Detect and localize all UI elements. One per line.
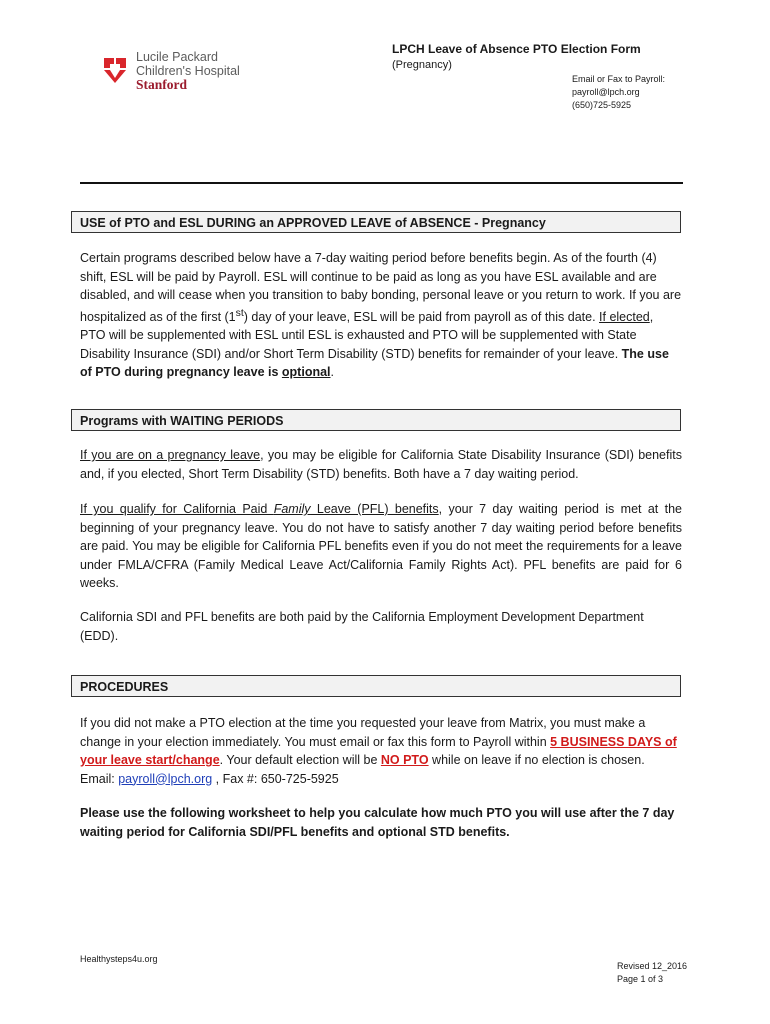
section-heading-waiting-periods: Programs with WAITING PERIODS	[71, 409, 681, 431]
optional-statement: The use of PTO during pregnancy leave is	[80, 346, 669, 380]
text-run: .	[330, 365, 334, 380]
text-run: . Your default election will be	[219, 753, 381, 767]
text-run: , PTO will be supplemented with ESL until ESL is exhausted and PTO will be supplemented with State Disability Insurance (SDI) and/or Short Term Disability (STD) benefits for remainder of your leave.	[80, 309, 654, 361]
text-run: while on leave if no election is chosen. Email:	[80, 753, 645, 786]
logo-line-1: Lucile Packard	[136, 50, 218, 64]
if-elected-text: If elected	[599, 309, 650, 324]
hospital-logo	[100, 50, 260, 100]
logo-line-2: Children's Hospital	[136, 64, 240, 78]
deadline-text: 5 BUSINESS DAYS of your leave start/change	[80, 734, 677, 767]
section-heading-pto-esl: USE of PTO and ESL DURING an APPROVED LEAVE of ABSENCE - Pregnancy	[71, 211, 681, 233]
text-run: ) day of your leave, ESL will be paid from payroll as of this date.	[243, 309, 596, 324]
superscript: st	[235, 307, 244, 319]
text-run: If you did not make a PTO election at the time you requested your leave from Matrix, you must make a change in your election immediately. You must email or fax this form to Payroll within	[80, 716, 646, 749]
optional-word: optional	[281, 365, 331, 380]
section-heading-procedures: PROCEDURES	[71, 675, 681, 697]
page-number: Page 1 of 3	[617, 974, 664, 984]
text-run: , your 7 day waiting period is met at the beginning of your pregnancy leave. You do not have to satisfy another 7 day waiting period before benefits are paid. You may be eligible for California PFL benefits even if you do not meet the requirements for a leave under FMLA/CFRA (Family Medical Leave Act/California Family Rights Act). PFL benefits are paid for 6 weeks.	[80, 502, 682, 590]
pfl-text: If you qualify for California Paid	[80, 502, 274, 516]
footer-website: Healthysteps4u.org	[80, 954, 158, 964]
text-run: , you may be eligible for California State Disability Insurance (SDI) benefits and, if you elected, Short Term Disability (STD) benefits. Both have a 7 day waiting period.	[80, 448, 682, 481]
hospital-logo-icon	[100, 54, 130, 84]
revised-date: Revised 12_2016	[617, 961, 688, 971]
contact-label: Email or Fax to Payroll:	[572, 74, 666, 84]
form-subtitle: (Pregnancy)	[392, 59, 452, 71]
text-run: Certain programs described below have a 7-day waiting period before benefits begin. As of the fourth (4) shift, ESL will be paid by Payroll. ESL will continue to be paid as long as you have ESL available and are disabled, and will cease when you transition to baby bonding, personal leave or you return to work. If you are hospitalized as of the first (1	[80, 251, 682, 324]
text-run: , Fax #: 650-725-5925	[212, 771, 339, 786]
procedures-paragraph	[80, 714, 682, 788]
family-word: Family	[273, 502, 311, 516]
payroll-contact	[572, 73, 665, 112]
footer-revision	[617, 960, 687, 986]
pregnancy-leave-text: If you are on a pregnancy leave	[80, 448, 261, 462]
edd-paragraph: California SDI and PFL benefits are both paid by the California Employment Development Department (EDD).	[80, 610, 644, 643]
worksheet-instruction: Please use the following worksheet to help you calculate how much PTO you will use after the 7 day waiting period for California SDI/PFL benefits and optional STD benefits.	[80, 806, 675, 839]
contact-email: payroll@lpch.org	[572, 87, 640, 97]
form-title: LPCH Leave of Absence PTO Election Form	[392, 42, 641, 56]
pfl-text: Leave (PFL) benefits	[310, 502, 439, 516]
pfl-paragraph	[80, 500, 682, 593]
pregnancy-leave-paragraph	[80, 446, 682, 483]
logo-line-3: Stanford	[136, 77, 188, 92]
default-election-text: NO PTO	[380, 753, 429, 767]
logo-text	[136, 50, 240, 92]
pto-esl-paragraph	[80, 249, 682, 382]
payroll-email-link[interactable]: payroll@lpch.org	[118, 771, 213, 786]
header-divider	[80, 182, 683, 184]
contact-fax: (650)725-5925	[572, 100, 632, 110]
